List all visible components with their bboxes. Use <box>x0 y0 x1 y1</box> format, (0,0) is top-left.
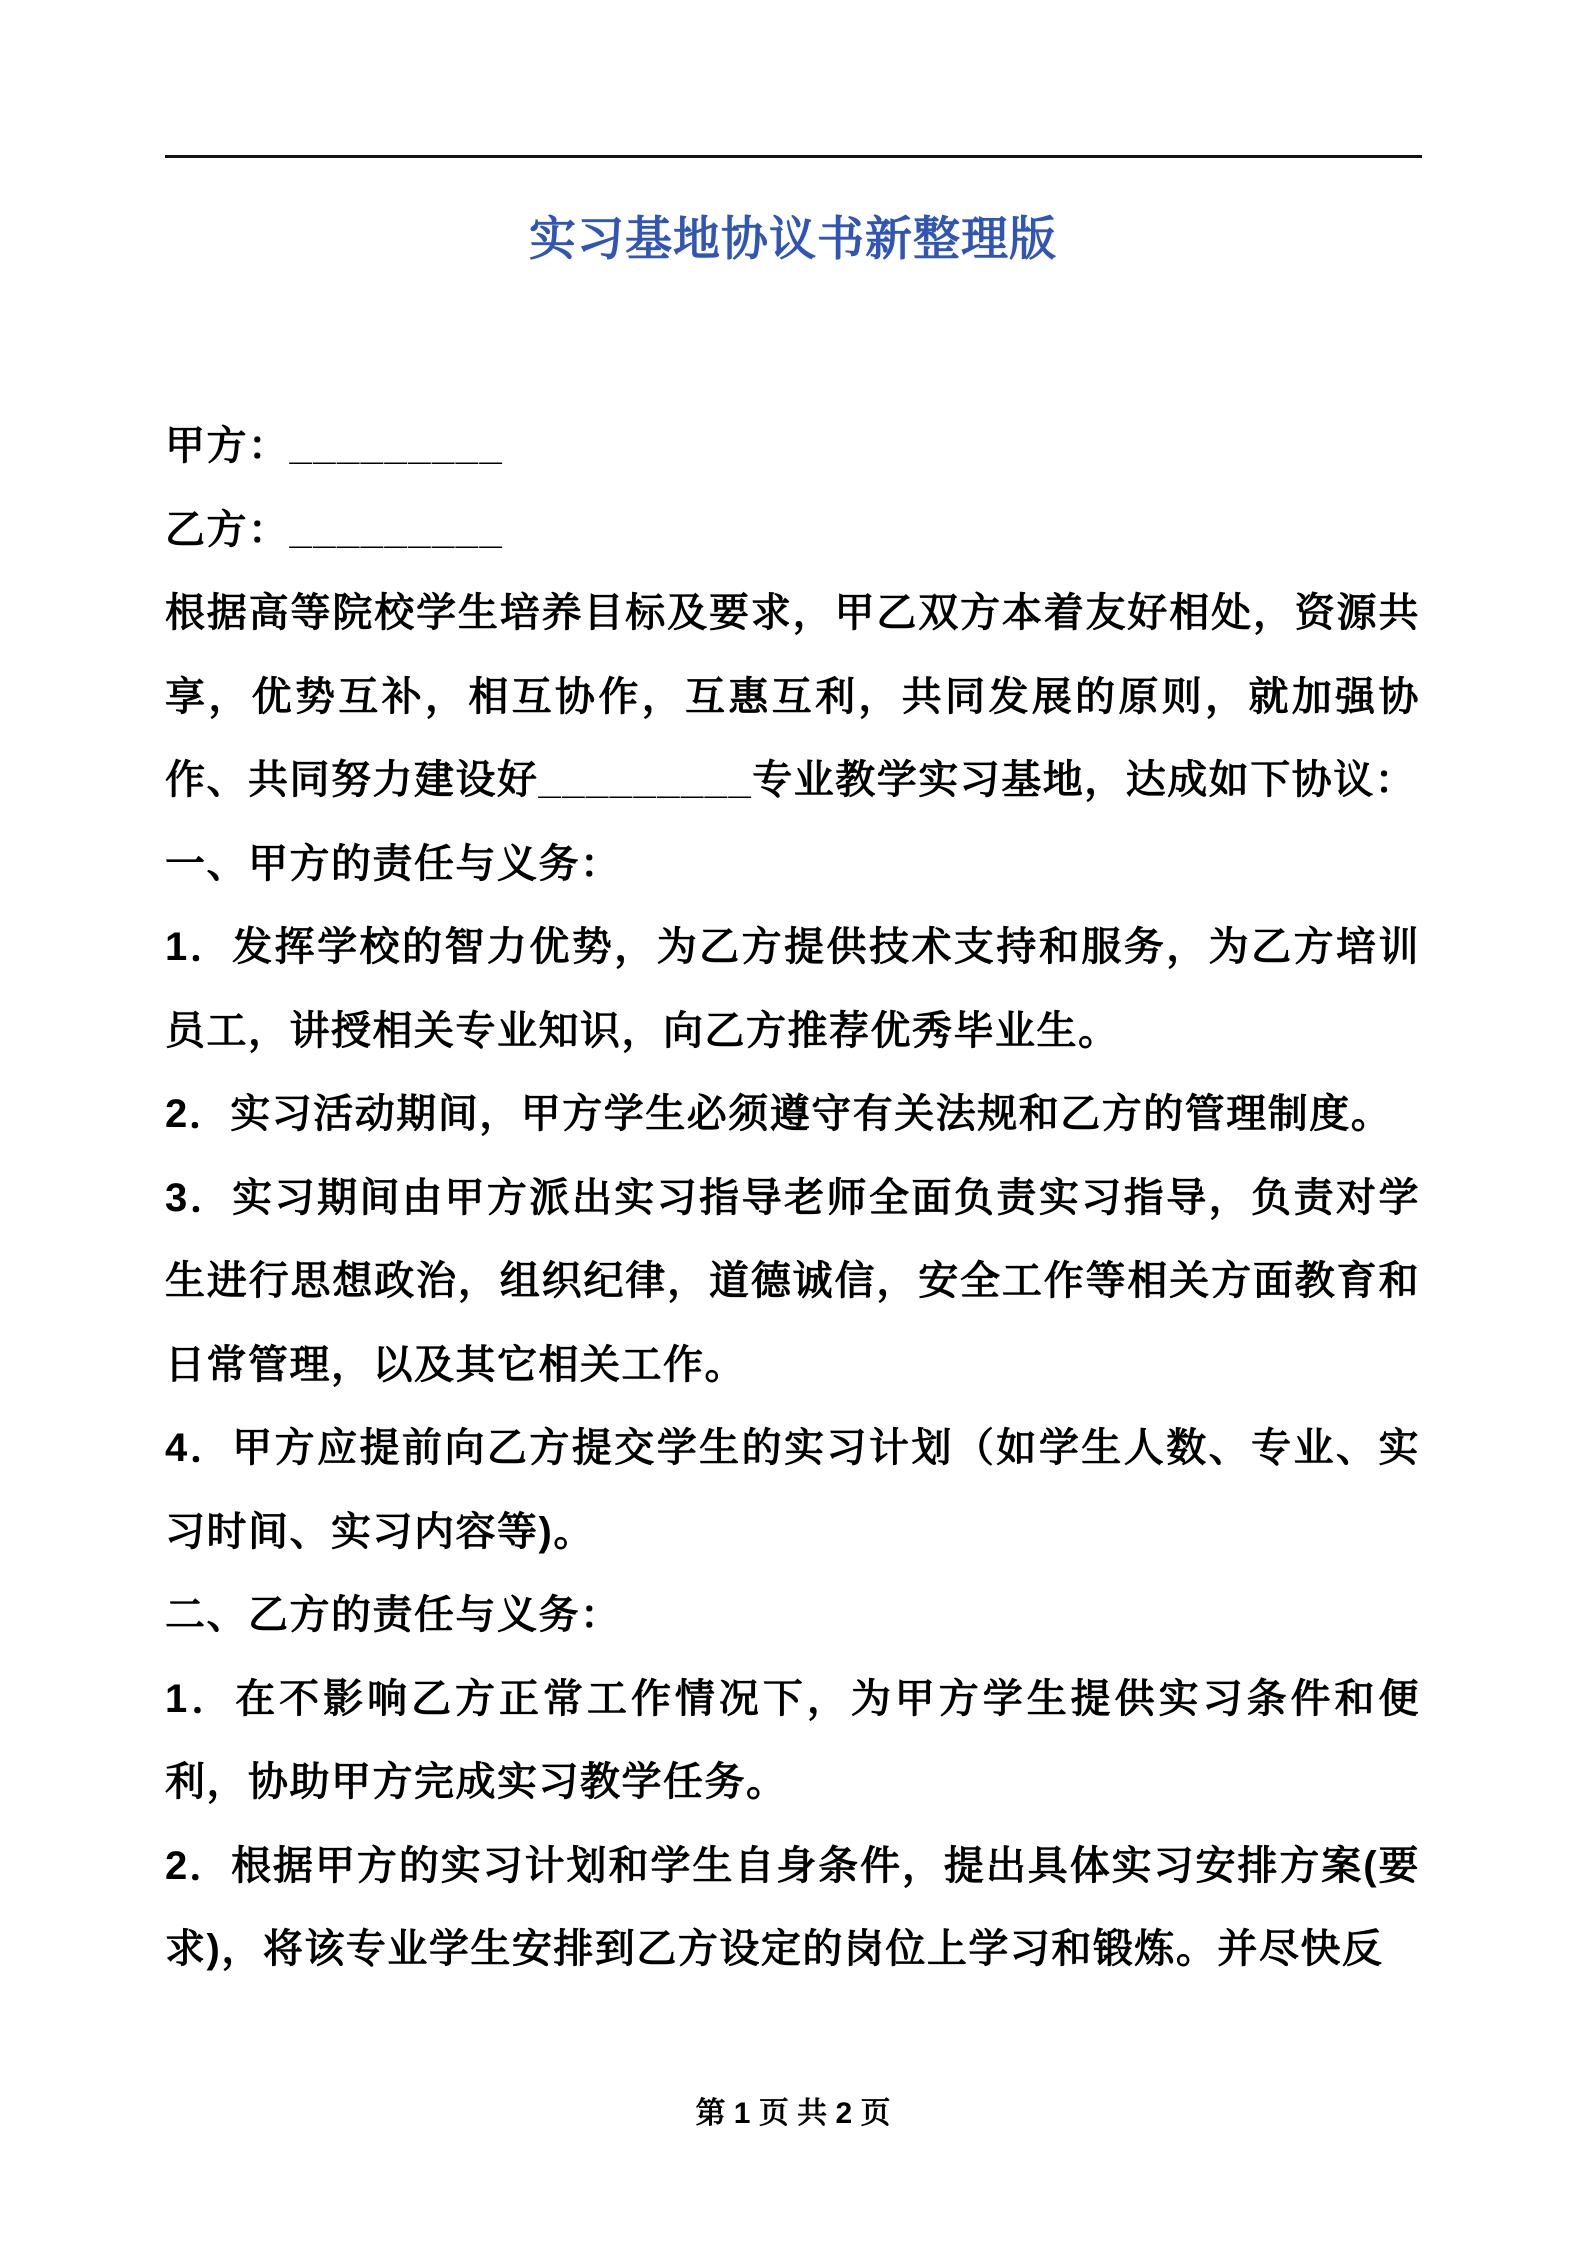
paragraph: 根据高等院校学生培养目标及要求，甲乙双方本着友好相处，资源共享，优势互补，相互协作，互惠互利，共同发展的原则，就加强协作、共同努力建设好_________专业教学实习基地，达成如下协议： <box>165 591 1420 802</box>
document-body <box>165 405 1420 1992</box>
paragraph: 二、乙方的责任与义务： <box>165 1593 622 1637</box>
paragraph: 2．根据甲方的实习计划和学生自身条件，提出具体实习安排方案(要求)，将该专业学生安排到乙方设定的岗位上学习和锻炼。并尽快反 <box>165 1843 1420 1971</box>
page-number-footer: 第 1 页 共 2 页 <box>695 2097 891 2130</box>
paragraph: 1．在不影响乙方正常工作情况下，为甲方学生提供实习条件和便利，协助甲方完成实习教学任务。 <box>165 1676 1420 1804</box>
paragraph: 1．发挥学校的智力优势，为乙方提供技术支持和服务，为乙方培训员工，讲授相关专业知识，向乙方推荐优秀毕业生。 <box>165 925 1420 1053</box>
paragraph: 3．实习期间由甲方派出实习指导老师全面负责实习指导，负责对学生进行思想政治，组织纪律，道德诚信，安全工作等相关方面教育和日常管理，以及其它相关工作。 <box>165 1175 1420 1387</box>
paragraph: 乙方：_________ <box>165 507 504 552</box>
paragraph: 甲方：_________ <box>165 424 504 468</box>
page-title: 实习基地协议书新整理版 <box>529 212 1057 265</box>
header-rule <box>165 155 1422 158</box>
paragraph: 4．甲方应提前向乙方提交学生的实习计划（如学生人数、专业、实习时间、实习内容等)。 <box>165 1426 1420 1554</box>
paragraph: 2．实习活动期间，甲方学生必须遵守有关法规和乙方的管理制度。 <box>165 1092 1393 1136</box>
paragraph: 一、甲方的责任与义务： <box>165 841 622 886</box>
